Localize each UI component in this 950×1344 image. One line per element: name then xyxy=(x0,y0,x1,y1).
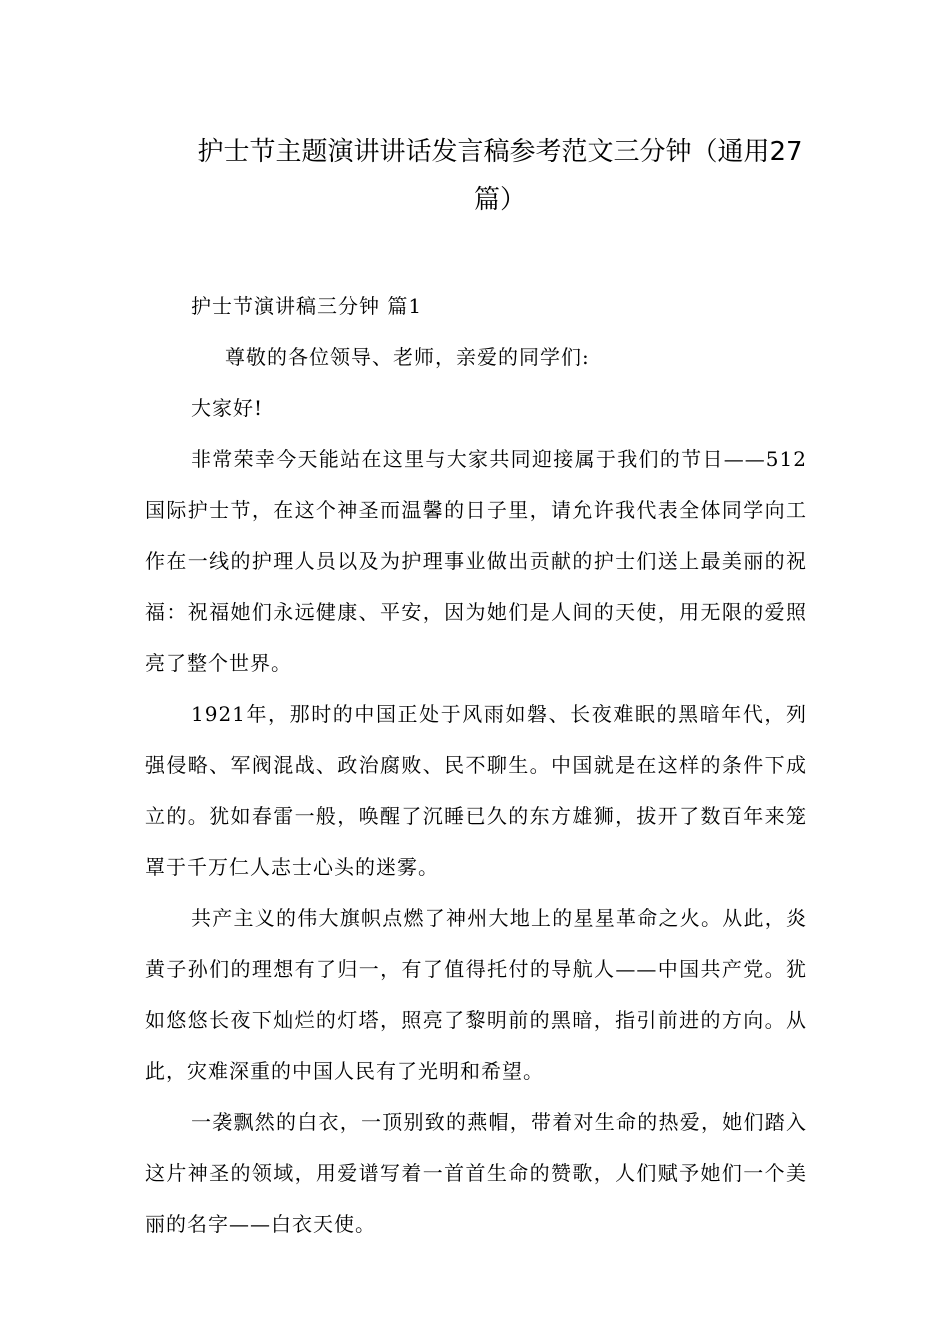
document-body xyxy=(145,281,807,1250)
salutation: 尊敬的各位领导、老师，亲爱的同学们: xyxy=(225,345,590,369)
paragraph-2: 1921年，那时的中国正处于风雨如磐、长夜难眠的黑暗年代，列强侵略、军阀混战、政治腐败、民不聊生。中国就是在这样的条件下成立的。犹如春雷一般，唤醒了沉睡已久的东方雄狮，拔开了数百年来笼罩于千万仁人志士心头的迷雾。 xyxy=(145,702,807,879)
document-title-line-1: 护士节主题演讲讲话发言稿参考范文三分钟（通用27 xyxy=(197,137,803,167)
document-title-line-2: 篇） xyxy=(473,185,526,215)
greeting: 大家好! xyxy=(191,396,264,420)
document-title xyxy=(150,128,850,224)
paragraph-4: 一袭飘然的白衣，一顶别致的燕帽，带着对生命的热爱，她们踏入这片神圣的领域，用爱谱写着一首首生命的赞歌，人们赋予她们一个美丽的名字——白衣天使。 xyxy=(145,1110,807,1236)
section-heading: 护士节演讲稿三分钟 篇1 xyxy=(191,294,423,318)
paragraph-3: 共产主义的伟大旗帜点燃了神州大地上的星星革命之火。从此，炎黄子孙们的理想有了归一，有了值得托付的导航人——中国共产党。犹如悠悠长夜下灿烂的灯塔，照亮了黎明前的黑暗，指引前进的方向。从此，灾难深重的中国人民有了光明和希望。 xyxy=(145,906,807,1083)
paragraph-1: 非常荣幸今天能站在这里与大家共同迎接属于我们的节日——512国际护士节，在这个神圣而温馨的日子里，请允许我代表全体同学向工作在一线的护理人员以及为护理事业做出贡献的护士们送上最美丽的祝福：祝福她们永远健康、平安，因为她们是人间的天使，用无限的爱照亮了整个世界。 xyxy=(145,447,807,675)
